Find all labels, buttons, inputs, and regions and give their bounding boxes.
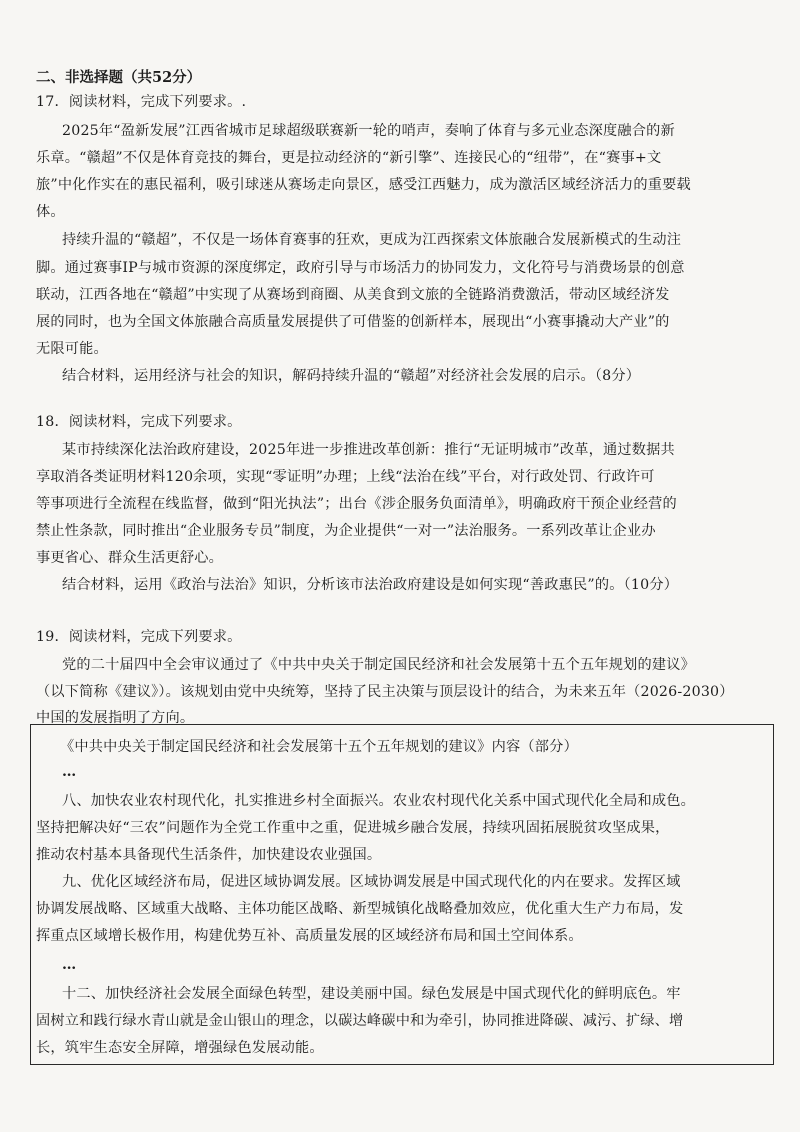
excerpt-item8-line: 八、加快农业农村现代化，扎实推进乡村全面振兴。农业农村现代化关系中国式现代化全局和成色。 [62,793,696,809]
q18-para1-line: 某市持续深化法治政府建设，2025年进一步推进改革创新：推行“无证明城市”改革，通过数据共 [62,442,675,458]
excerpt-ellipsis: … [62,957,77,973]
excerpt-item12-line: 长，筑牢生态安全屏障，增强绿色发展动能。 [36,1040,324,1056]
q18-para1-line: 等事项进行全流程在线监督，做到“阳光执法”；出台《涉企服务负面清单》，明确政府干预企业经营的 [36,496,677,512]
q17-para2-line: 联动，江西各地在“赣超”中实现了从赛场到商圈、从美食到文旅的全链路消费激活，带动区域经济发 [36,287,670,303]
excerpt-item9-line: 九、优化区域经济布局，促进区域协调发展。区域协调发展是中国式现代化的内在要求。发挥区域 [62,874,681,890]
q18-para1-line: 事更省心、群众生活更舒心。 [36,550,224,566]
q17-para2-line: 持续升温的“赣超”，不仅是一场体育赛事的狂欢，更成为江西探索文体旅融合发展新模式的生动注 [62,232,682,248]
q17-para1-line: 乐章。“赣超”不仅是体育竞技的舞台，更是拉动经济的“新引擎”、连接民心的“纽带”，在“赛事+文 [36,150,662,166]
q18-task: 结合材料，运用《政治与法治》知识，分析该市法治政府建设是如何实现“善政惠民”的。（10分） [62,577,679,593]
q17-para1-line: 旅”中化作实在的惠民福利，吸引球迷从赛场走向景区，感受江西魅力，成为激活区域经济活力的重要载 [36,177,691,193]
excerpt-item12-line: 固树立和践行绿水青山就是金山银山的理念，以碳达峰碳中和为牵引，协同推进降碳、减污、扩绿、增 [36,1013,684,1029]
q17-para2-line: 展的同时，也为全国文体旅融合高质量发展提供了可借鉴的创新样本，展现出“小赛事撬动大产业”的 [36,314,670,330]
excerpt-item9-line: 协调发展战略、区域重大战略、主体功能区战略、新型城镇化战略叠加效应，优化重大生产力布局，发 [36,901,684,917]
q17-para2-line: 无限可能。 [36,341,108,357]
q19-title: 19．阅读材料，完成下列要求。 [36,629,242,645]
q18-title: 18．阅读材料，完成下列要求。 [36,414,242,430]
excerpt-item8-line: 坚持把解决好“三农”问题作为全党工作重中之重，促进城乡融合发展，持续巩固拓展脱贫攻坚成果， [36,820,670,836]
q18-para1-line: 享取消各类证明材料120余项，实现“零证明”办理；上线“法治在线”平台，对行政处罚、行政许可 [36,469,655,485]
excerpt-ellipsis: … [62,764,77,780]
q17-para2-line: 脚。通过赛事IP与城市资源的深度绑定，政府引导与市场活力的协同发力，文化符号与消费场景的创意 [36,260,685,276]
excerpt-item9-line: 挥重点区域增长极作用，构建优势互补、高质量发展的区域经济布局和国土空间体系。 [36,928,583,944]
q17-title: 17．阅读材料，完成下列要求。. [36,94,247,110]
q18-para1-line: 禁止性条款，同时推出“企业服务专员”制度，为企业提供“一对一”法治服务。一系列改革让企业办 [36,523,656,539]
q19-para1-line: 中国的发展指明了方向。 [36,710,195,726]
section-heading: 二、非选择题（共52分） [36,69,202,86]
excerpt-item8-line: 推动农村基本具备现代生活条件，加快建设农业强国。 [36,847,382,863]
q17-para1-line: 体。 [36,204,65,220]
q17-para1-line: 2025年“盈新发展”江西省城市足球超级联赛新一轮的哨声，奏响了体育与多元业态深度融合的新 [62,123,675,139]
q17-task: 结合材料，运用经济与社会的知识，解码持续升温的“赣超”对经济社会发展的启示。（8分） [62,368,641,384]
q19-para1-line: （以下简称《建议》）。该规划由党中央统筹，坚持了民主决策与顶层设计的结合，为未来五年（2026-2030） [36,684,734,700]
excerpt-item12-line: 十二、加快经济社会发展全面绿色转型，建设美丽中国。绿色发展是中国式现代化的鲜明底色。牢 [62,986,681,1002]
q19-para1-line: 党的二十届四中全会审议通过了《中共中央关于制定国民经济和社会发展第十五个五年规划的建议》 [62,657,696,673]
excerpt-title: 《中共中央关于制定国民经济和社会发展第十五个五年规划的建议》内容（部分） [60,739,578,755]
